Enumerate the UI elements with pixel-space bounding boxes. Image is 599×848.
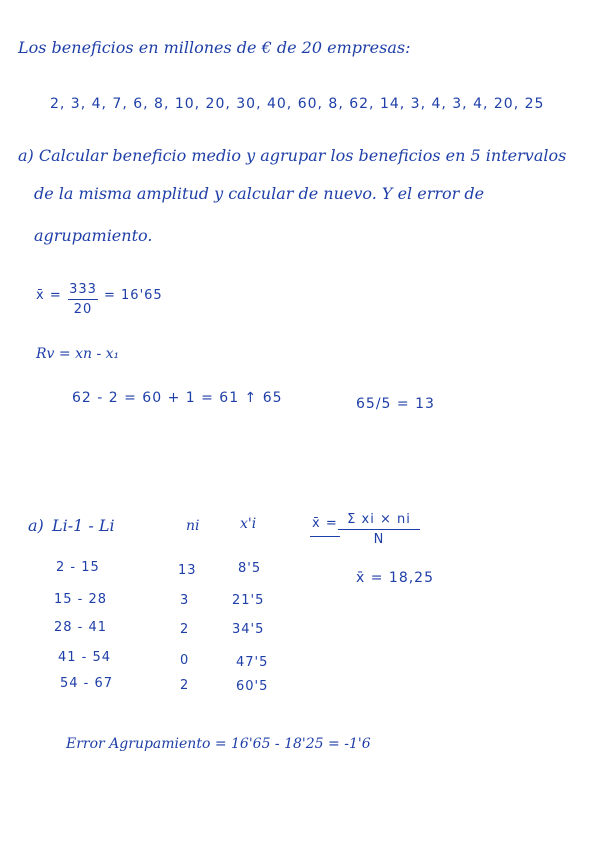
question-line-3: agrupamiento. [34, 226, 153, 245]
range-calc: 62 - 2 = 60 + 1 = 61 ↑ 65 [72, 390, 283, 406]
table-row-5-ni: 2 [180, 678, 190, 693]
question-line-1: a) Calcular beneficio medio y agrupar los beneficios en 5 intervalos [18, 146, 567, 165]
range-amplitude: 65/5 = 13 [356, 396, 435, 412]
table-row-2-xi: 21'5 [232, 593, 265, 608]
error-agrupamiento: Error Agrupamiento = 16'65 - 18'25 = -1'6 [66, 736, 371, 752]
table-header-ni: ni [186, 518, 200, 534]
table-row-4-interval: 41 - 54 [58, 650, 112, 665]
grouped-mean-denominator: N [373, 532, 385, 547]
grouped-mean-fraction [338, 512, 420, 547]
table-row-3-ni: 2 [180, 622, 190, 637]
grouped-mean-result: x̄ = 18,25 [356, 570, 434, 586]
mean-lhs: x̄ = [36, 288, 62, 303]
dataset-values: 2, 3, 4, 7, 6, 8, 10, 20, 30, 40, 60, 8, 62, 14, 3, 4, 3, 4, 20, 25 [50, 96, 545, 112]
table-row-4-xi: 47'5 [236, 655, 269, 670]
intro-text: Los beneficios en millones de € de 20 empresas: [18, 38, 411, 57]
table-row-3-xi: 34'5 [232, 622, 265, 637]
table-row-1-xi: 8'5 [238, 561, 262, 576]
mean-rhs: = 16'65 [104, 288, 163, 303]
grouped-mean-underline [310, 536, 340, 537]
table-row-5-interval: 54 - 67 [60, 676, 114, 691]
mean-denominator: 20 [73, 302, 93, 317]
table-row-3-interval: 28 - 41 [54, 620, 108, 635]
question-line-2: de la misma amplitud y calcular de nuevo. Y el error de [34, 184, 485, 203]
range-formula: Rv = xn - x₁ [36, 346, 120, 362]
table-row-2-ni: 3 [180, 593, 190, 608]
table-row-2-interval: 15 - 28 [54, 592, 108, 607]
grouped-mean-lhs: x̄ = [312, 516, 338, 531]
mean-fraction [68, 282, 98, 317]
table-row-4-ni: 0 [180, 653, 190, 668]
mean-fraction-bar [68, 299, 98, 300]
mean-numerator: 333 [69, 282, 97, 297]
table-row-1-ni: 13 [178, 563, 197, 578]
table-header-xi: x'i [240, 516, 257, 532]
table-header-interval: Li-1 - Li [52, 516, 115, 535]
grouped-mean-fraction-bar [338, 529, 420, 530]
table-row-5-xi: 60'5 [236, 679, 269, 694]
table-label: a) [28, 516, 44, 535]
grouped-mean-numerator: Σ xi × ni [347, 512, 411, 527]
table-row-1-interval: 2 - 15 [56, 560, 100, 575]
